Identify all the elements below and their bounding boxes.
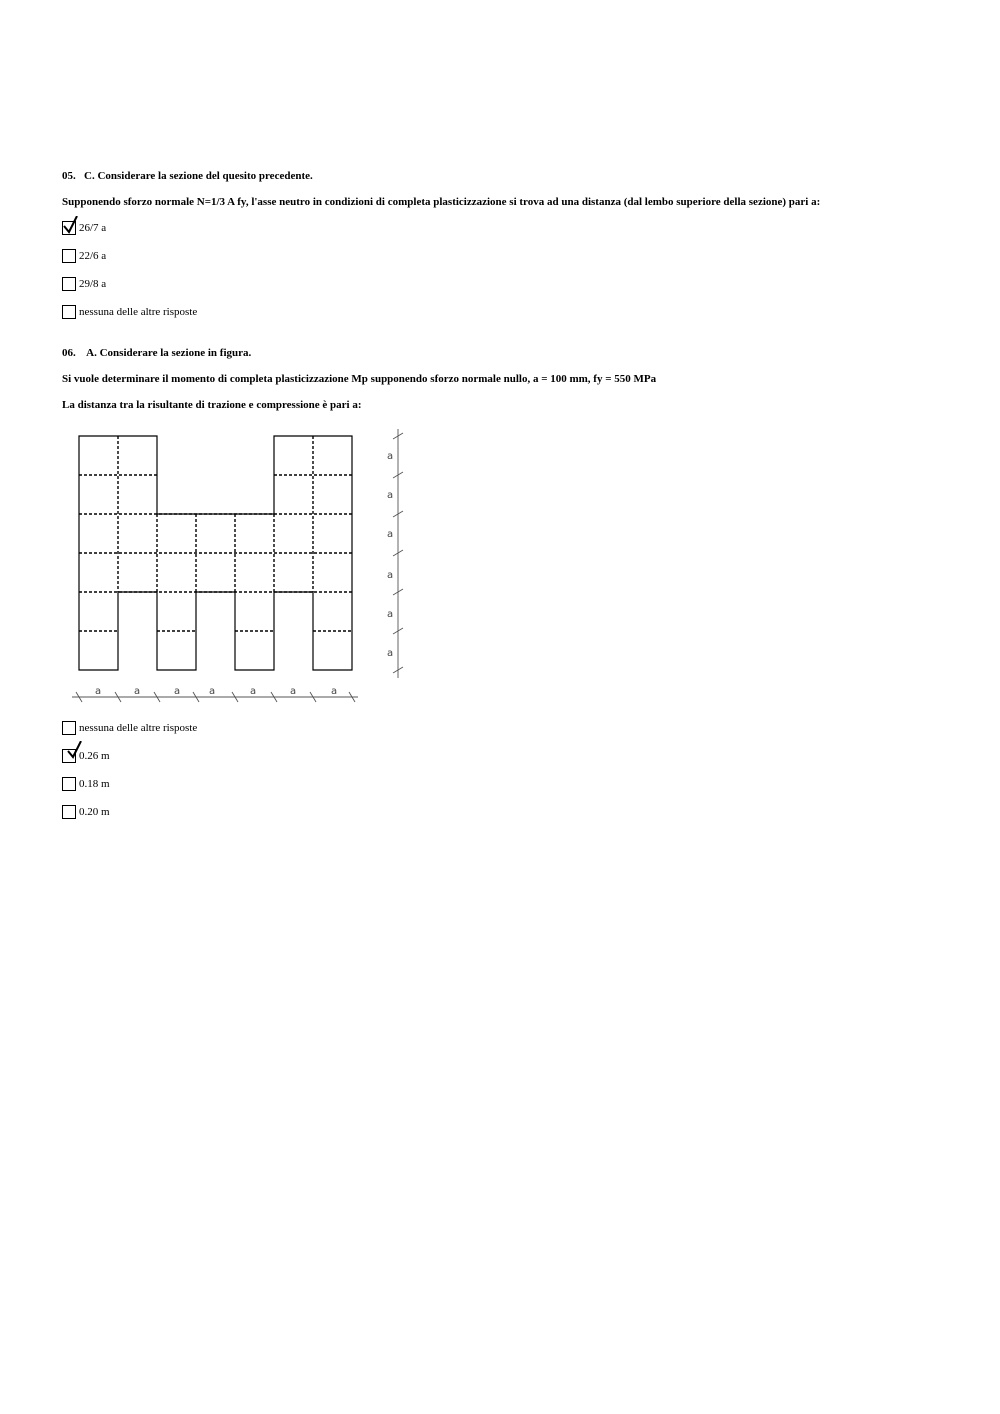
dimension-label: a xyxy=(387,609,394,620)
dimension-label: a xyxy=(387,451,394,462)
cross-section-diagram xyxy=(68,425,413,710)
checkbox[interactable] xyxy=(62,721,76,735)
check-mark-icon xyxy=(66,741,86,761)
question-06-answer-letter: A. xyxy=(86,347,97,359)
question-05-title: Considerare la sezione del quesito precedente. xyxy=(97,170,313,182)
checkbox[interactable] xyxy=(62,749,76,763)
question-06-option-2[interactable] xyxy=(62,748,110,764)
question-05-number: 05. xyxy=(62,170,76,182)
question-06-title: Considerare la sezione in figura. xyxy=(99,347,252,359)
question-05-option-3[interactable] xyxy=(62,276,106,292)
question-05-header xyxy=(62,170,313,182)
question-05-answer-letter: C. xyxy=(84,170,95,182)
question-06-text-2: La distanza tra la risultante di trazione e compressione è pari a: xyxy=(62,399,362,411)
option-label: 22/6 a xyxy=(79,250,107,262)
option-label: 26/7 a xyxy=(79,222,107,234)
checkbox[interactable] xyxy=(62,805,76,819)
question-06-text-1: Si vuole determinare il momento di completa plasticizzazione Mp supponendo sforzo normale nullo, a = 100 mm, fy = 550 MPa xyxy=(62,373,657,385)
option-label: 0.18 m xyxy=(79,778,110,790)
question-05-option-2[interactable] xyxy=(62,248,106,264)
checkbox[interactable] xyxy=(62,277,76,291)
question-06-option-4[interactable] xyxy=(62,804,110,820)
checkbox[interactable] xyxy=(62,221,76,235)
dimension-label: a xyxy=(134,686,141,697)
grid-lines xyxy=(79,436,352,631)
option-label: nessuna delle altre risposte xyxy=(79,722,198,734)
question-05-option-4[interactable] xyxy=(62,304,197,320)
dimension-label: a xyxy=(387,570,394,581)
question-05-option-1[interactable] xyxy=(62,220,106,236)
option-label: 0.20 m xyxy=(79,806,110,818)
question-06-option-1[interactable] xyxy=(62,720,197,736)
dimension-label: a xyxy=(387,529,394,540)
option-label: nessuna delle altre risposte xyxy=(79,306,198,318)
dimension-label: a xyxy=(387,648,394,659)
checkbox[interactable] xyxy=(62,249,76,263)
question-06-option-3[interactable] xyxy=(62,776,110,792)
dimension-label: a xyxy=(331,686,338,697)
question-06-header xyxy=(62,347,251,359)
horizontal-dimension-labels xyxy=(95,686,337,697)
question-06-number: 06. xyxy=(62,347,76,359)
question-05-text: Supponendo sforzo normale N=1/3 A fy, l'asse neutro in condizioni di completa plasticizzazione si trova ad una distanza (dal lembo superiore della sezione) pari a: xyxy=(62,196,821,208)
dimension-label: a xyxy=(95,686,102,697)
checkbox[interactable] xyxy=(62,305,76,319)
option-label: 29/8 a xyxy=(79,278,107,290)
checkbox[interactable] xyxy=(62,777,76,791)
dimension-label: a xyxy=(290,686,297,697)
dimension-label: a xyxy=(174,686,181,697)
option-label: 0.26 m xyxy=(79,750,110,762)
dimension-label: a xyxy=(250,686,257,697)
vertical-dimension-labels xyxy=(387,451,393,659)
cross-section-figure xyxy=(68,425,413,710)
dimension-label: a xyxy=(387,490,394,501)
vertical-dimension xyxy=(393,429,403,678)
dimension-label: a xyxy=(209,686,216,697)
check-mark-icon xyxy=(62,216,82,236)
